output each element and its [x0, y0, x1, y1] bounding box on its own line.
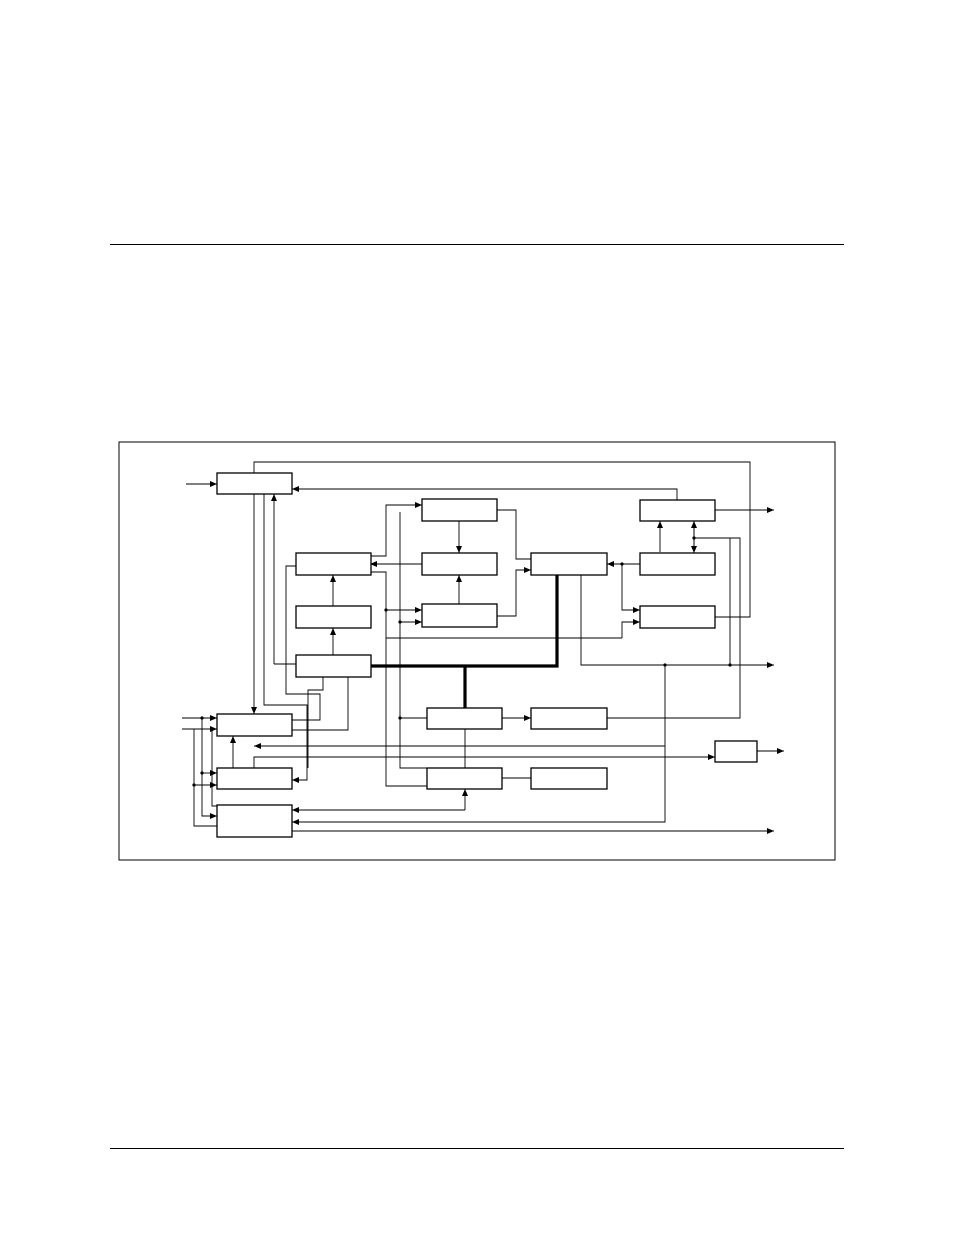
block-bus-drop: [427, 708, 502, 729]
block-left-middle: [296, 606, 371, 628]
block-tall-bottom: [217, 805, 292, 837]
block-center-lower: [422, 604, 497, 627]
blocks: [217, 473, 757, 837]
block-right-top: [640, 500, 715, 521]
block-center-middle: [422, 553, 497, 575]
block-right-lower: [640, 606, 715, 628]
block-input-mid: [217, 714, 292, 736]
block-hub: [531, 553, 607, 575]
block-input-lower: [217, 768, 292, 789]
block-right-bottom: [531, 768, 607, 789]
block-input-top: [217, 473, 292, 494]
block-right-middle: [640, 553, 715, 575]
block-center-top: [422, 499, 497, 521]
block-center-bottom: [427, 768, 502, 789]
block-left-upper: [296, 553, 371, 575]
block-left-bus: [296, 655, 371, 677]
block-right-output: [531, 708, 607, 729]
block-small-output: [715, 741, 757, 762]
main-bus: [371, 575, 557, 708]
